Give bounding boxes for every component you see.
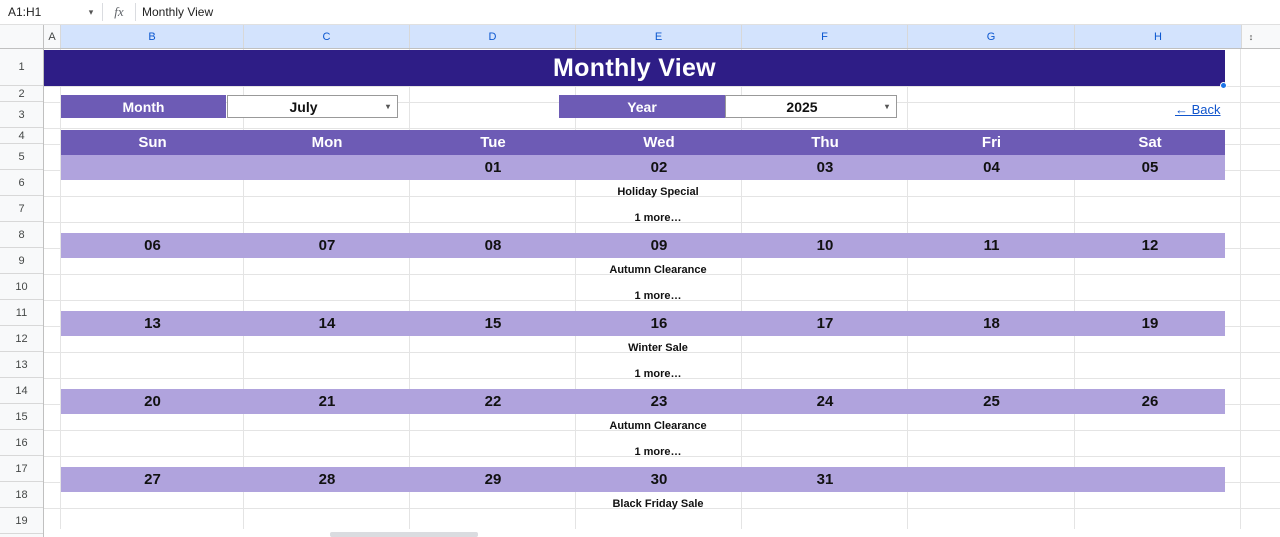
date-cell[interactable]: 04 <box>983 159 1000 176</box>
column-header-B[interactable]: B <box>61 25 244 48</box>
date-cell[interactable]: 06 <box>144 237 161 254</box>
column-header-H[interactable]: H <box>1075 25 1242 48</box>
day-header-fri: Fri <box>981 134 1002 151</box>
column-header-E[interactable]: E <box>576 25 742 48</box>
function-icon[interactable]: fx <box>114 4 124 19</box>
date-cell[interactable]: 23 <box>650 393 668 410</box>
formula-input[interactable]: Monthly View <box>142 5 214 19</box>
date-cell[interactable]: 24 <box>816 393 834 410</box>
date-cell[interactable]: 30 <box>650 471 668 488</box>
date-cell[interactable]: 16 <box>650 315 668 332</box>
date-row-week-4 <box>61 389 1225 414</box>
date-cell[interactable]: 26 <box>1141 393 1159 410</box>
date-cell[interactable]: 09 <box>650 237 668 254</box>
day-header-sun: Sun <box>138 134 167 151</box>
date-cell[interactable]: 11 <box>983 237 1000 254</box>
select-all-corner[interactable] <box>0 25 44 48</box>
more-events-label[interactable]: 1 more… <box>634 212 682 224</box>
row-header-7[interactable]: 7 <box>0 196 43 222</box>
column-header-D[interactable]: D <box>410 25 576 48</box>
grid-area[interactable] <box>44 49 1280 537</box>
row-header-17[interactable]: 17 <box>0 456 43 482</box>
date-cell[interactable]: 28 <box>318 471 336 488</box>
date-row-week-1 <box>61 155 1225 180</box>
date-cell[interactable]: 15 <box>484 315 502 332</box>
month-label: Month <box>61 95 226 118</box>
month-dropdown[interactable] <box>227 95 398 118</box>
date-cell[interactable] <box>244 155 410 180</box>
date-cell[interactable]: 29 <box>484 471 502 488</box>
divider <box>135 3 136 21</box>
date-cell[interactable] <box>908 467 1075 492</box>
event-label[interactable]: Autumn Clearance <box>609 264 707 276</box>
divider <box>102 3 103 21</box>
row-header-1[interactable]: 1 <box>0 49 43 86</box>
row-header-6[interactable]: 6 <box>0 170 43 196</box>
row-header-19[interactable]: 19 <box>0 508 43 534</box>
page-title: Monthly View <box>44 50 1225 86</box>
row-header-16[interactable]: 16 <box>0 430 43 456</box>
row-header-14[interactable]: 14 <box>0 378 43 404</box>
year-label: Year <box>559 95 725 118</box>
date-cell[interactable]: 27 <box>144 471 161 488</box>
column-header-A[interactable]: A <box>44 25 61 48</box>
date-row-week-5 <box>61 467 1225 492</box>
selection-handle[interactable] <box>1220 82 1227 89</box>
vertical-scroll-arrow-icon[interactable]: ↕ <box>1242 25 1260 48</box>
column-headers <box>0 25 1280 49</box>
row-header-4[interactable]: 4 <box>0 128 43 144</box>
sheet-tab-strip[interactable] <box>330 532 478 537</box>
column-header-C[interactable]: C <box>244 25 410 48</box>
date-cell[interactable] <box>61 155 244 180</box>
year-dropdown-value: 2025 <box>786 98 818 115</box>
day-header-sat: Sat <box>1138 134 1162 151</box>
name-box[interactable] <box>0 0 100 24</box>
row-headers <box>0 49 44 537</box>
event-label[interactable]: Autumn Clearance <box>609 420 707 432</box>
date-cell[interactable]: 03 <box>816 159 834 176</box>
date-cell[interactable]: 02 <box>650 159 668 176</box>
date-cell[interactable]: 07 <box>318 237 336 254</box>
date-cell[interactable]: 25 <box>983 393 1000 410</box>
row-header-11[interactable]: 11 <box>0 300 43 326</box>
chevron-down-icon[interactable]: ▾ <box>884 102 889 111</box>
date-cell[interactable]: 17 <box>816 315 834 332</box>
formula-bar <box>0 0 1280 25</box>
column-header-G[interactable]: G <box>908 25 1075 48</box>
event-label[interactable]: Holiday Special <box>617 186 699 198</box>
date-cell[interactable] <box>1075 467 1225 492</box>
date-cell[interactable]: 01 <box>484 159 502 176</box>
date-cell[interactable]: 22 <box>484 393 502 410</box>
chevron-down-icon[interactable]: ▾ <box>385 102 390 111</box>
more-events-label[interactable]: 1 more… <box>634 290 682 302</box>
date-cell[interactable]: 13 <box>144 315 161 332</box>
name-box-value: A1:H1 <box>8 5 42 19</box>
row-header-5[interactable]: 5 <box>0 144 43 170</box>
row-header-9[interactable]: 9 <box>0 248 43 274</box>
month-dropdown-value: July <box>289 98 318 115</box>
date-cell[interactable]: 20 <box>144 393 161 410</box>
date-cell[interactable]: 31 <box>816 471 834 488</box>
date-cell[interactable]: 18 <box>983 315 1000 332</box>
date-cell[interactable]: 14 <box>318 315 336 332</box>
day-header-mon: Mon <box>311 134 343 151</box>
bottom-strip <box>44 529 1280 537</box>
row-header-12[interactable]: 12 <box>0 326 43 352</box>
date-row-week-3 <box>61 311 1225 336</box>
day-header-thu: Thu <box>811 134 839 151</box>
back-link[interactable]: ← Back <box>1175 102 1221 117</box>
date-cell[interactable]: 05 <box>1141 159 1159 176</box>
year-dropdown[interactable] <box>725 95 897 118</box>
event-label[interactable]: Winter Sale <box>628 342 688 354</box>
row-header-2[interactable]: 2 <box>0 86 43 102</box>
date-cell[interactable]: 10 <box>816 237 834 254</box>
row-header-18[interactable]: 18 <box>0 482 43 508</box>
row-header-3[interactable]: 3 <box>0 102 43 128</box>
date-cell[interactable]: 12 <box>1141 237 1159 254</box>
date-cell[interactable]: 21 <box>318 393 336 410</box>
more-events-label[interactable]: 1 more… <box>634 368 682 380</box>
more-events-label[interactable]: 1 more… <box>634 446 682 458</box>
day-header-row <box>61 130 1225 155</box>
row-header-10[interactable]: 10 <box>0 274 43 300</box>
event-label[interactable]: Black Friday Sale <box>612 498 704 510</box>
column-header-F[interactable]: F <box>742 25 908 48</box>
day-header-tue: Tue <box>480 134 506 151</box>
date-cell[interactable]: 19 <box>1141 315 1159 332</box>
chevron-down-icon[interactable]: ▾ <box>88 6 94 17</box>
date-row-week-2 <box>61 233 1225 258</box>
day-header-wed: Wed <box>643 134 675 151</box>
date-cell[interactable]: 08 <box>484 237 502 254</box>
row-header-13[interactable]: 13 <box>0 352 43 378</box>
row-header-15[interactable]: 15 <box>0 404 43 430</box>
row-header-8[interactable]: 8 <box>0 222 43 248</box>
